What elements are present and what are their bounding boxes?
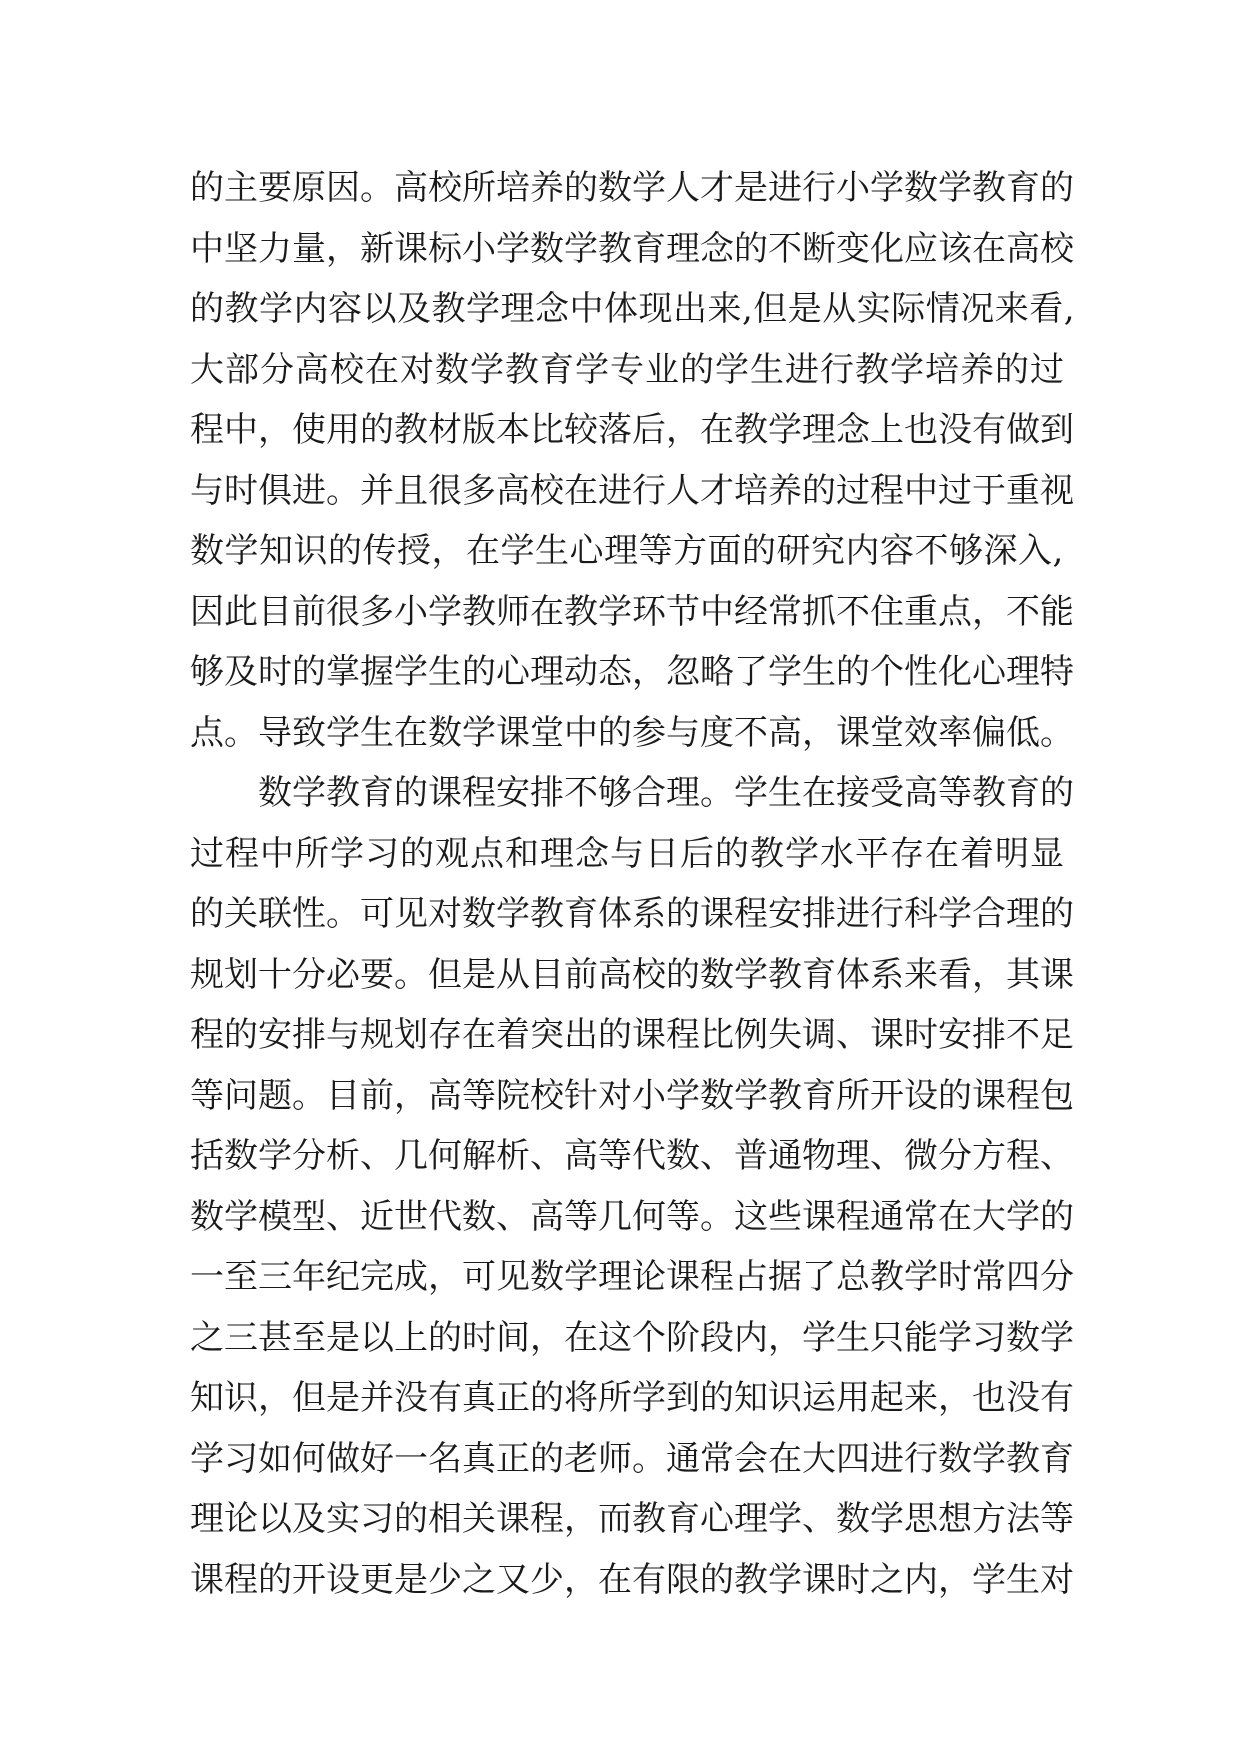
text-line: 括数学分析、几何解析、高等代数、普通物理、微分方程、 <box>190 1136 1074 1176</box>
paragraph-first-line: 数学教育的课程安排不够合理。学生在接受高等教育的 <box>258 773 1074 813</box>
text-line: 学习如何做好一名真正的老师。通常会在大四进行数学教育 <box>190 1438 1074 1479</box>
text-line: 规划十分必要。但是从目前高校的数学教育体系来看，其课 <box>190 954 1074 995</box>
text-line: 数学模型、近世代数、高等几何等。这些课程通常在大学的 <box>190 1196 1074 1237</box>
text-line: 数学知识的传授，在学生心理等方面的研究内容不够深入, <box>190 531 1064 571</box>
text-line: 够及时的掌握学生的心理动态，忽略了学生的个性化心理特 <box>190 652 1074 692</box>
text-line: 大部分高校在对数学教育学专业的学生进行教学培养的过 <box>190 349 1065 390</box>
text-line: 程中，使用的教材版本比较落后，在教学理念上也没有做到 <box>190 410 1074 450</box>
text-line: 的关联性。可见对数学教育体系的课程安排进行科学合理的 <box>190 894 1074 934</box>
text-line: 课程的开设更是少之又少，在有限的教学课时之内，学生对 <box>190 1559 1074 1600</box>
text-line: 理论以及实习的相关课程，而教育心理学、数学思想方法等 <box>190 1499 1074 1539</box>
text-line: 因此目前很多小学教师在教学环节中经常抓不住重点，不能 <box>190 591 1074 632</box>
text-line: 的主要原因。高校所培养的数学人才是进行小学数学教育的 <box>190 168 1074 208</box>
text-line: 的教学内容以及教学理念中体现出来,但是从实际情况来看, <box>190 289 1076 329</box>
text-line: 之三甚至是以上的时间，在这个阶段内，学生只能学习数学 <box>190 1317 1074 1358</box>
text-line: 程的安排与规划存在着突出的课程比例失调、课时安排不足 <box>190 1015 1074 1055</box>
text-line: 一至三年纪完成，可见数学理论课程占据了总教学时常四分 <box>190 1257 1074 1297</box>
text-line: 知识，但是并没有真正的将所学到的知识运用起来，也没有 <box>190 1378 1074 1418</box>
text-line: 与时俱进。并且很多高校在进行人才培养的过程中过于重视 <box>190 470 1074 511</box>
body-text <box>190 158 1075 1610</box>
text-line: 等问题。目前，高等院校针对小学数学教育所开设的课程包 <box>190 1075 1074 1116</box>
text-line: 过程中所学习的观点和理念与日后的教学水平存在着明显 <box>190 833 1065 874</box>
text-line: 中坚力量，新课标小学数学教育理念的不断变化应该在高校 <box>190 228 1074 269</box>
text-line: 点。导致学生在数学课堂中的参与度不高，课堂效率偏低。 <box>190 712 1074 753</box>
